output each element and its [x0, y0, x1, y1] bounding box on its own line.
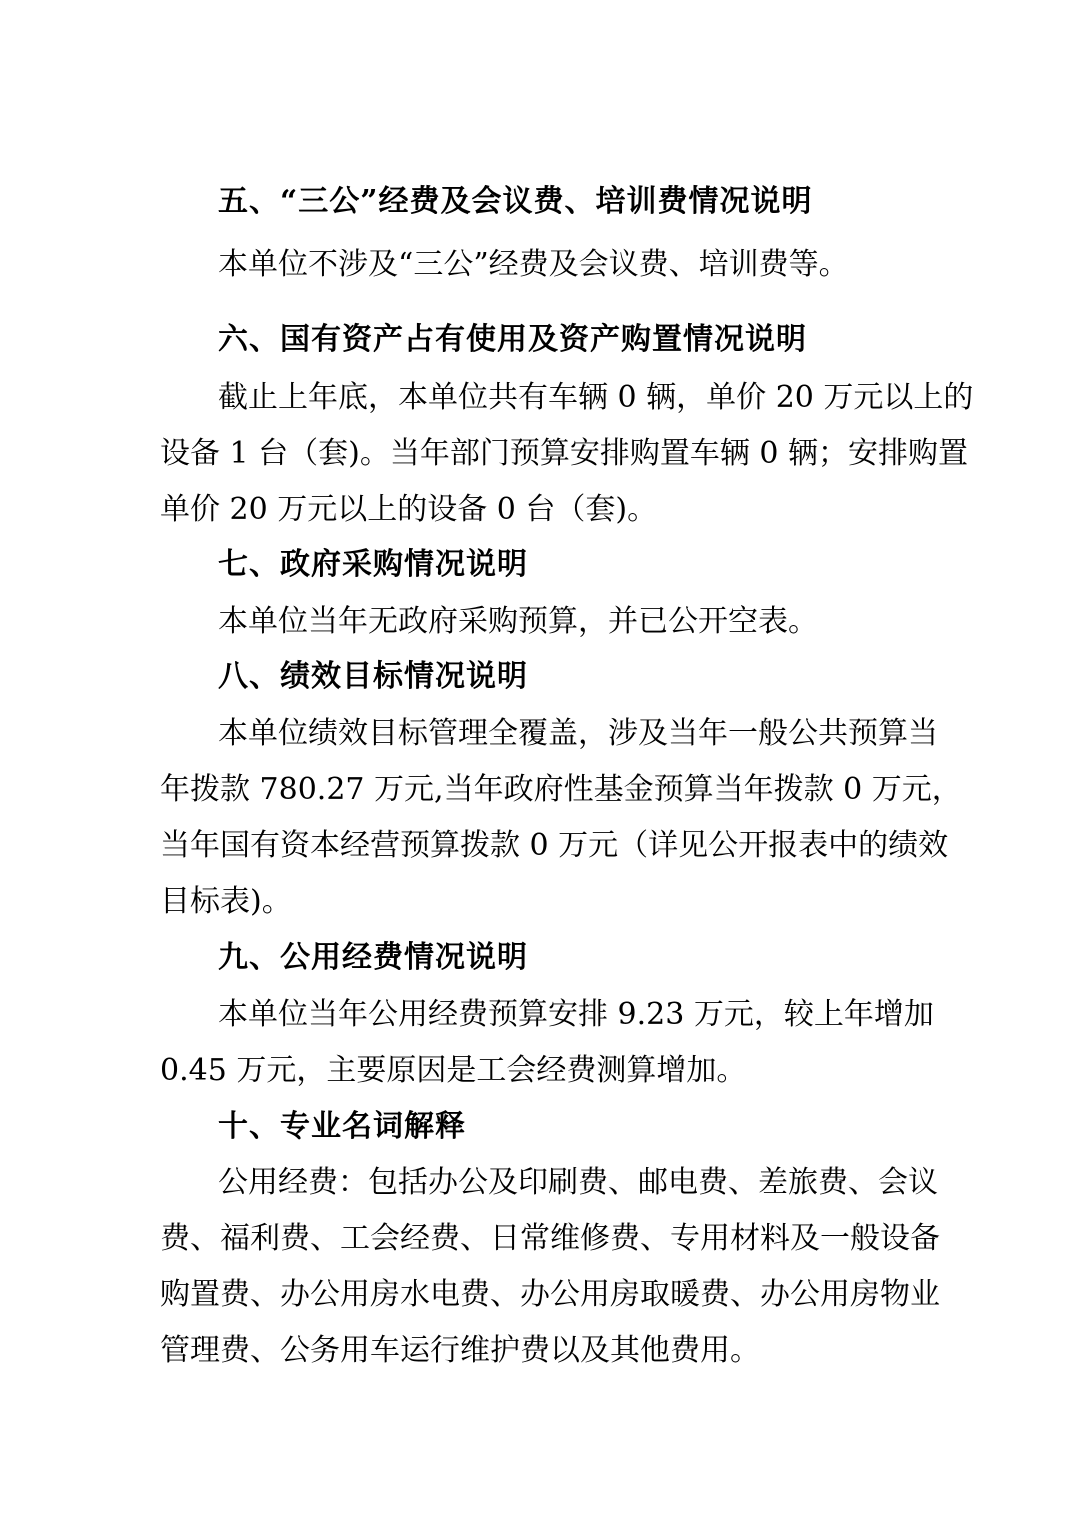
section-heading-10: 十、专业名词解释	[218, 1109, 466, 1144]
section-heading-8: 八、绩效目标情况说明	[218, 659, 528, 694]
paragraph-line: 购置费、办公用房水电费、办公用房取暖费、办公用房物业	[160, 1277, 940, 1312]
section-heading-6: 六、国有资产占有使用及资产购置情况说明	[218, 322, 807, 357]
paragraph-line: 设备 1 台（套)。当年部门预算安排购置车辆 0 辆；安排购置	[160, 436, 969, 471]
section-heading-7: 七、政府采购情况说明	[218, 547, 528, 582]
paragraph-line: 截止上年底，本单位共有车辆 0 辆，单价 20 万元以上的	[218, 380, 974, 415]
paragraph-line: 管理费、公务用车运行维护费以及其他费用。	[160, 1333, 760, 1368]
paragraph-line: 本单位当年公用经费预算安排 9.23 万元，较上年增加	[218, 997, 934, 1032]
paragraph-line: 0.45 万元，主要原因是工会经费测算增加。	[160, 1053, 747, 1088]
paragraph-line: 公用经费：包括办公及印刷费、邮电费、差旅费、会议	[218, 1165, 938, 1200]
paragraph-line: 本单位绩效目标管理全覆盖，涉及当年一般公共预算当	[218, 716, 938, 751]
paragraph-line: 目标表)。	[160, 884, 292, 919]
paragraph-line: 本单位不涉及“三公”经费及会议费、培训费等。	[218, 247, 849, 282]
section-heading-9: 九、公用经费情况说明	[218, 940, 528, 975]
paragraph-line: 当年国有资本经营预算拨款 0 万元（详见公开报表中的绩效	[160, 828, 949, 863]
section-heading-5: 五、“三公”经费及会议费、培训费情况说明	[218, 184, 813, 219]
paragraph-line: 年拨款 780.27 万元,当年政府性基金预算当年拨款 0 万元，	[160, 772, 962, 807]
paragraph-line: 费、福利费、工会经费、日常维修费、专用材料及一般设备	[160, 1221, 940, 1256]
paragraph-line: 单价 20 万元以上的设备 0 台（套)。	[160, 492, 658, 527]
paragraph-line: 本单位当年无政府采购预算，并已公开空表。	[218, 604, 818, 639]
